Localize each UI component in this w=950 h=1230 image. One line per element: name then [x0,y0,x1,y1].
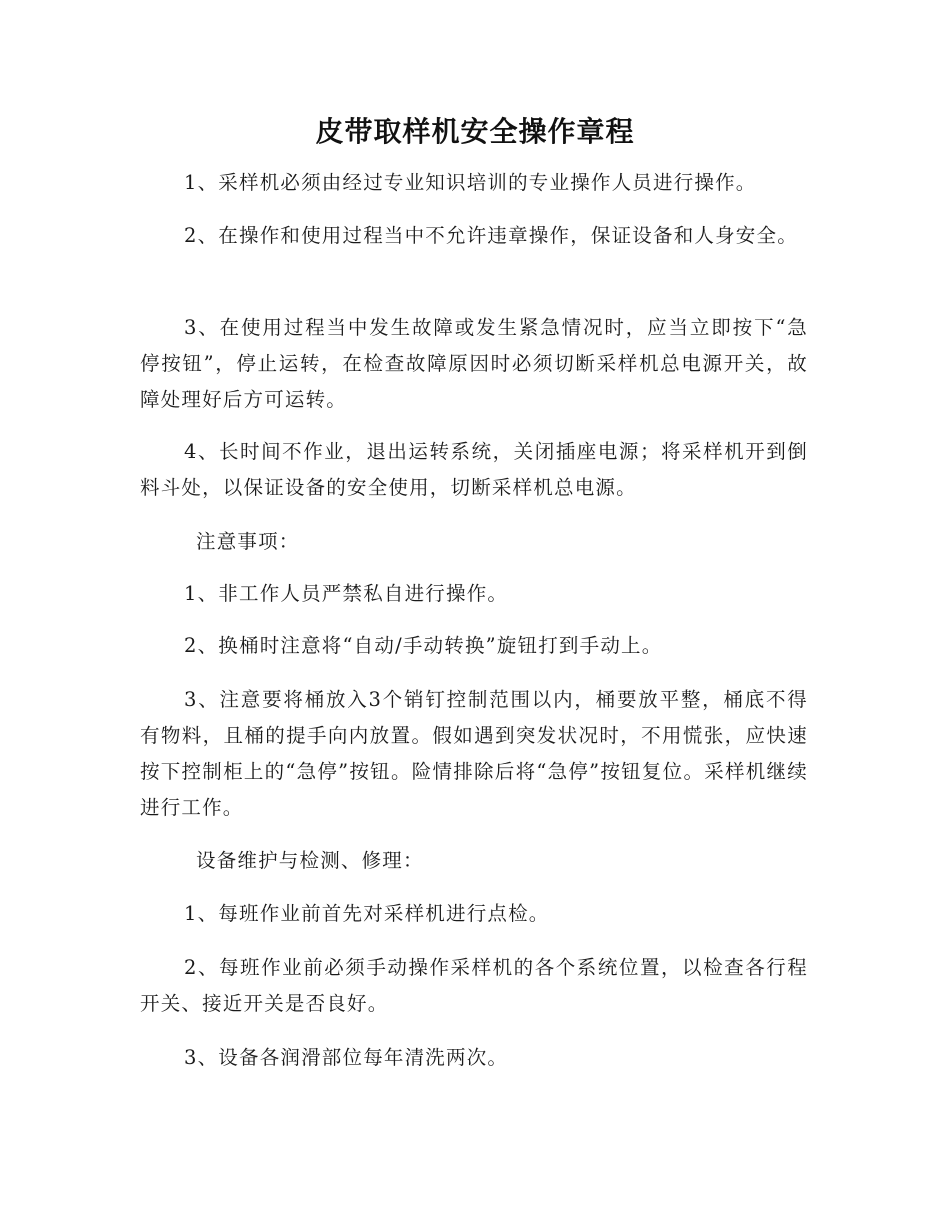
maintenance-item-2-text: 2、每班作业前必须手动操作采样机的各个系统位置，以检查各行程开关、接近开关是否良好。 [140,956,808,1015]
maintenance-item-1 [140,896,808,932]
paragraph-1 [140,165,808,201]
paragraph-3 [140,310,808,418]
notice-item-3 [140,682,808,826]
paragraph-1-text: 1、采样机必须由经过专业知识培训的专业操作人员进行操作。 [184,171,757,194]
notice-item-2-text: 2、换桶时注意将“自动/手动转换”旋钮打到手动上。 [184,634,663,657]
notice-item-2 [140,628,808,664]
paragraph-2-text: 2、在操作和使用过程当中不允许违章操作，保证设备和人身安全。 [184,224,798,247]
paragraph-4-text: 4、长时间不作业，退出运转系统，关闭插座电源；将采样机开到倒料斗处，以保证设备的安全使用，切断采样机总电源。 [140,440,808,499]
maintenance-item-2 [140,950,808,1022]
paragraph-2 [140,218,808,254]
maintenance-heading: 设备维护与检测、修理： [196,849,424,872]
notice-item-3-text: 3、注意要将桶放入3个销钉控制范围以内，桶要放平整，桶底不得有物料，且桶的提手向内放置。假如遇到突发状况时，不用慌张，应快速按下控制柜上的“急停”按钮。险情排除后将“急停”按钮复位。采样机继续进行工作。 [140,688,808,819]
notice-item-1-text: 1、非工作人员严禁私自进行操作。 [184,582,509,605]
paragraph-3-text: 3、在使用过程当中发生故障或发生紧急情况时，应当立即按下“急停按钮”，停止运转，在检查故障原因时必须切断采样机总电源开关，故障处理好后方可运转。 [140,316,808,411]
notice-heading: 注意事项： [196,530,300,553]
maintenance-item-3-text: 3、设备各润滑部位每年清洗两次。 [184,1046,509,1069]
notice-item-1 [140,576,808,612]
maintenance-item-3 [140,1040,808,1076]
paragraph-4 [140,434,808,506]
maintenance-item-1-text: 1、每班作业前首先对采样机进行点检。 [184,902,550,925]
document-title: 皮带取样机安全操作章程 [315,115,635,148]
